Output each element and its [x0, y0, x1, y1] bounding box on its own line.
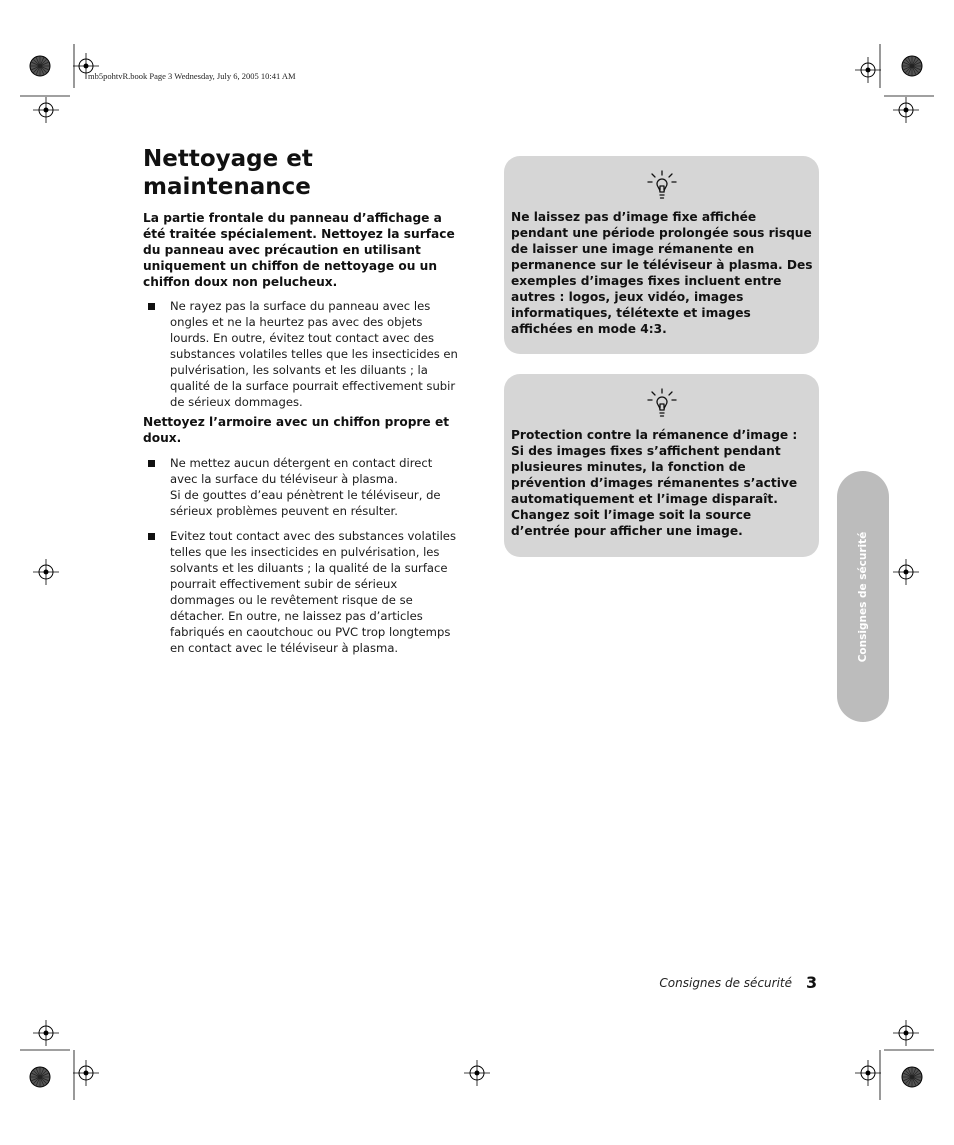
bullet-list-cabinet — [143, 455, 461, 656]
bullet-square-icon — [148, 303, 155, 310]
list-item-text: Ne rayez pas la surface du panneau avec les ongles et ne la heurtez pas avec des objets lourds. En outre, évitez tout contact avec des substances volatiles telles que les insecticides en pulvérisation, les solvants et les diluants ; la qualité de la surface pourrait effectivement subir de sérieux dommages. — [170, 299, 458, 409]
lightbulb-icon — [647, 388, 677, 420]
page-number: 3 — [806, 973, 818, 992]
list-item-text: Si de gouttes d’eau pénètrent le téléviseur, de sérieux problèmes peuvent en résulter. — [170, 488, 441, 518]
list-item — [143, 298, 461, 410]
lightbulb-icon — [647, 170, 677, 202]
tip-box — [504, 374, 819, 557]
bullet-square-icon — [148, 533, 155, 540]
list-item-text: Evitez tout contact avec des substances volatiles telles que les insecticides en pulvérisation, les solvants et les diluants ; la qualité de la surface pourrait effectivement subir de sérieux dommages ou le revêtement risque de se détacher. En outre, ne laissez pas d’articles fabriqués en caoutchouc ou PVC trop longtemps en contact avec le téléviseur à plasma. — [170, 529, 456, 655]
intro-paragraph: La partie frontale du panneau d’affichage a été traitée spécialement. Nettoyez la surface du panneau avec précaution en utilisant uniquement un chiffon de nettoyage ou un chiffon doux non pelucheux. — [143, 211, 455, 289]
side-tab-label: Consignes de sécurité — [857, 531, 869, 662]
book-header: mb5pohtvR.book Page 3 Wednesday, July 6, 2005 10:41 AM — [88, 71, 296, 81]
list-item — [143, 455, 461, 519]
side-section-tab — [837, 471, 889, 722]
footer-section-label: Consignes de sécurité — [659, 976, 792, 990]
tip-text: Ne laissez pas d’image fixe affichée pendant une période prolongée sous risque de laisser une image rémanente en permanence sur le téléviseur à plasma. Des exemples d’images fixes incluent entre autres : logos, jeux vidéo, images informatiques, télétexte et images affichées en mode 4:3. — [511, 210, 813, 336]
tip-box — [504, 156, 819, 354]
tip-text: Protection contre la rémanence d’image : Si des images fixes s’affichent pendant plusieures minutes, la fonction de prévention d’images rémanentes s’active automatiquement et l’image disparaît. Changez soit l’image soit la source d’entrée pour afficher une image. — [511, 428, 798, 538]
page-title: Nettoyage et maintenance — [143, 146, 313, 200]
bullet-list-panel — [143, 298, 461, 410]
list-item — [143, 528, 461, 656]
bullet-square-icon — [148, 460, 155, 467]
section-subheading: Nettoyez l’armoire avec un chiffon propre et doux. — [143, 415, 450, 445]
list-item-text: Ne mettez aucun détergent en contact direct avec la surface du téléviseur à plasma. — [170, 456, 433, 486]
